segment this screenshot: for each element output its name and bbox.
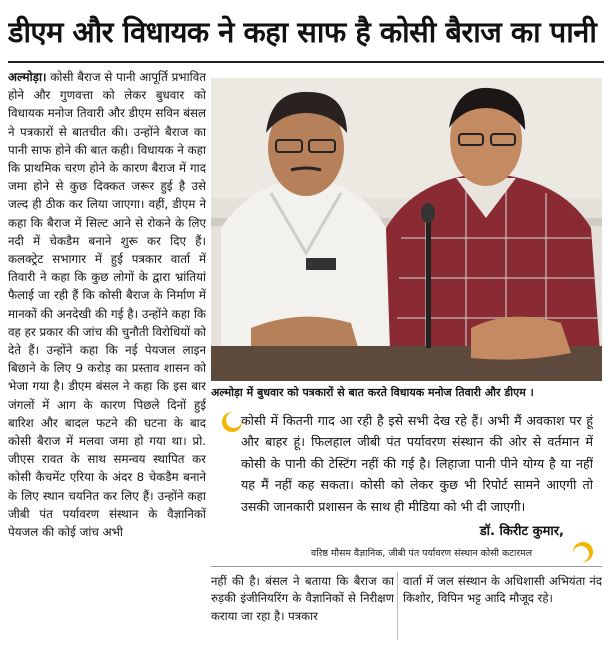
headline: डीएम और विधायक ने कहा साफ है कोसी बैराज का पानी xyxy=(8,15,597,49)
quote-box xyxy=(211,408,602,567)
quote-open-icon xyxy=(219,410,243,434)
press-conference-photo xyxy=(211,78,602,381)
photo-illustration xyxy=(211,78,602,381)
article-left-text: कोसी बैराज से पानी आपूर्ति प्रभावित होने और गुणवत्ता को लेकर बुधवार को विधायक मनोज तिवारी और डीएम सविन बंसल ने पत्रकारों से बातचीत की। उन्होंने बैराज का पानी साफ होने की बात कही। विधायक ने कहा कि प्राथमिक चरण होने के कारण बैराज में गाद जमा होने से कुछ दिक्कत जरूर हुई है उसे जल्द ही ठीक कर लिया जाएगा। वहीं, डीएम ने कहा कि बैराज में सिल्ट आने से रोकने के लिए नदी में चेकडैम बनाने शुरू कर दिए हैं। कलक्ट्रेट सभागार में हुई पत्रकार वार्ता में तिवारी ने कहा कि कुछ लोगों के द्वारा भ्रांतियां फैलाई जा रही हैं कि कोसी बैराज के निर्माण में मानकों की अनदेखी की गई है। उन्होंने कहा कि वह हर प्रकार की जांच की चुनौती विरोधियों को देते हैं। उन्होंने कहा कि नई पेयजल लाइन बिछाने के लिए 9 करोड़ का प्रस्ताव शासन को भेजा गया है। डीएम बंसल ने कहा कि इस बार जंगलों में आग के कारण पिछले दिनों हुई बारिश और बादल फटने की घटना के बाद कोसी बैराज में मलवा जमा हो गया था। प्रो. जीएस रावत के साथ समन्वय स्थापित कर कोसी कैचमेंट एरिया के अंदर 8 चेकडैम बनाने के लिए स्थान चयनित कर लिए हैं। उन्होंने कहा जीबी पंत पर्यावरण संस्थान के वैज्ञानिकों पेयजल की कोई जांच अभी xyxy=(8,70,206,540)
quote-text: कोसी में कितनी गाद आ रही है इसे सभी देख रहे हैं। अभी मैं अवकाश पर हूं और बाहर हूं। फिलहाल जीबी पंत पर्यावरण संस्थान की ओर से वर्तमान में कोसी के पानी की टेस्टिंग नहीं की गई है। लिहाजा पानी पीने योग्य है या नहीं यह मैं नहीं कह सकता। कोसी को लेकर कुछ भी रिपोर्ट सामने आएगी तो उसकी जानकारी प्रशासन के साथ ही मीडिया को भी दी जाएगी। xyxy=(241,413,593,514)
article-middle-column: नहीं की है। बंसल ने बताया कि बैराज का रुड़की इंजीनियरिंग के वैज्ञानिकों से निरीक्षण कराया जा रहा है। पत्रकार xyxy=(211,574,394,623)
headline-rule xyxy=(8,61,604,63)
column-divider xyxy=(397,572,398,640)
quote-designation: वरिष्ठ मौसम वैज्ञानिक, जीबी पंत पर्यावरण संस्थान कोसी कटारमल xyxy=(311,548,533,559)
article-right-column: वार्ता में जल संस्थान के अधिशासी अभियंता नंद किशोर, विपिन भट्ट आदि मौजूद रहे। xyxy=(403,574,602,606)
quote-author: डॉ. किरीट कुमार, xyxy=(479,524,564,539)
dateline: अल्मोड़ा। xyxy=(8,70,47,84)
article-left-column xyxy=(8,68,206,573)
photo-caption: अल्मोड़ा में बुधवार को पत्रकारों से बात करते विधायक मनोज तिवारी और डीएम । xyxy=(211,386,534,399)
quote-close-icon xyxy=(572,540,596,564)
